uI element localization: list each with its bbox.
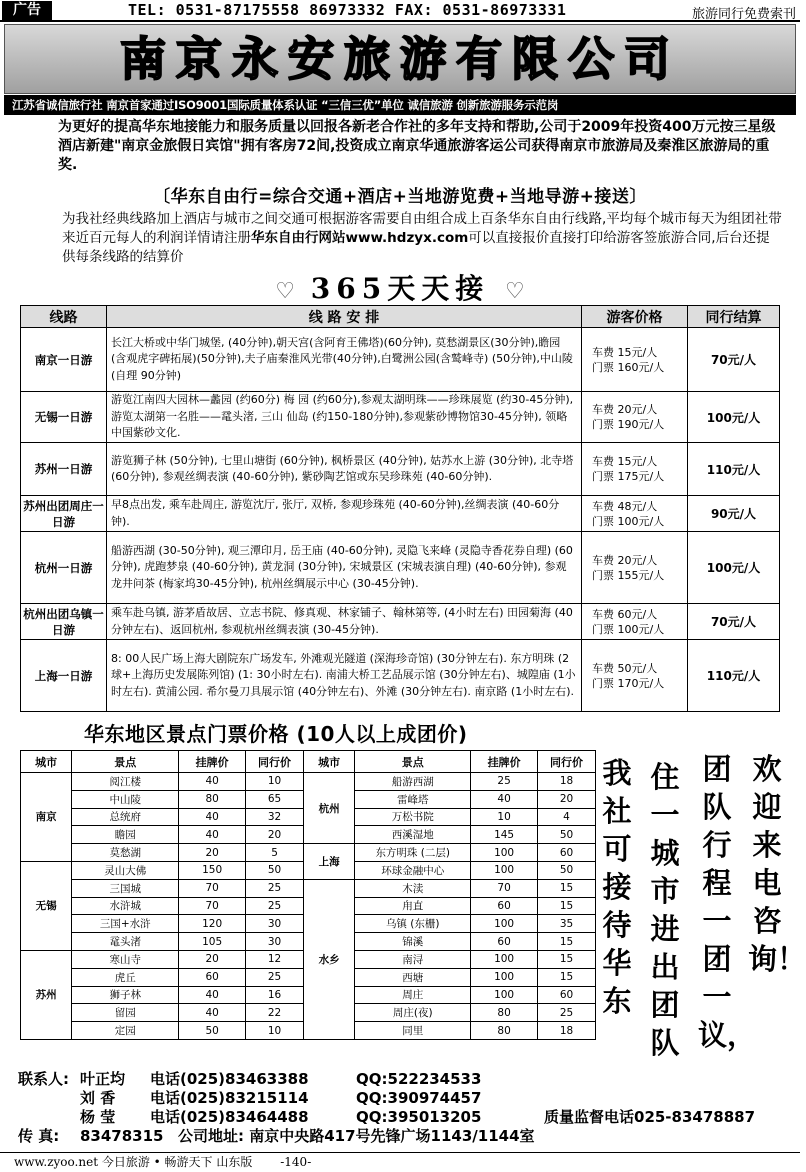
free-travel-site-link[interactable]: 华东自由行网站www.hdzyx.com bbox=[251, 230, 469, 246]
contact-phone: 电话(025)83215114 bbox=[150, 1089, 309, 1107]
tour-price-transport: 车费 15元/人 bbox=[592, 455, 658, 468]
ticket-header: 景点 bbox=[72, 751, 179, 773]
ticket-spot: 虎丘 bbox=[72, 968, 179, 986]
tour-price-transport: 车费 20元/人 bbox=[592, 553, 658, 567]
ticket-agency: 30 bbox=[246, 933, 304, 951]
ticket-row bbox=[21, 773, 596, 791]
ticket-listed: 70 bbox=[179, 897, 246, 915]
ticket-listed: 100 bbox=[471, 968, 538, 986]
ticket-header: 城市 bbox=[304, 751, 355, 773]
ticket-agency: 50 bbox=[538, 861, 596, 879]
bottom-site: www.zyoo.net bbox=[14, 1155, 99, 1169]
tour-price-ticket: 门票 190元/人 bbox=[592, 418, 665, 431]
ticket-city: 南京 bbox=[21, 773, 72, 862]
ticket-agency: 15 bbox=[538, 933, 596, 951]
ticket-agency: 20 bbox=[246, 826, 304, 844]
tour-price bbox=[582, 328, 688, 392]
tour-row bbox=[21, 604, 780, 640]
ticket-listed: 120 bbox=[179, 915, 246, 933]
ticket-agency: 22 bbox=[246, 1004, 304, 1022]
ticket-listed: 40 bbox=[179, 1004, 246, 1022]
contact-label: 联系人: bbox=[18, 1070, 69, 1088]
tour-plan: 游览江南四大园林—蠡园 (约60分) 梅 园 (约60分),参观太湖明珠——珍珠展览 (约30-45分钟), 游览太湖第一名胜——鼋头渚, 三山 仙岛 (约150-180分钟),参观紫砂博物馆30-45分钟), 领略中国紫砂文化. bbox=[107, 392, 582, 443]
ticket-spot: 同里 bbox=[355, 1022, 471, 1040]
ticket-spot: 水浒城 bbox=[72, 897, 179, 915]
tour-price-ticket: 门票 155元/人 bbox=[592, 568, 665, 582]
ticket-listed: 145 bbox=[471, 826, 538, 844]
ticket-city: 水乡 bbox=[304, 879, 355, 1039]
welcome-column: 欢迎来电咨询！ bbox=[748, 752, 806, 976]
welcome-column: 我社可接待华东 bbox=[602, 756, 632, 1018]
ticket-spot: 西溪湿地 bbox=[355, 826, 471, 844]
ticket-agency: 25 bbox=[246, 897, 304, 915]
heart-icon: ♡ bbox=[275, 278, 296, 304]
ticket-spot: 环球金融中心 bbox=[355, 861, 471, 879]
tour-price-transport: 车费 50元/人 bbox=[592, 661, 658, 675]
tour-row bbox=[21, 328, 780, 392]
ticket-row bbox=[21, 844, 596, 862]
ticket-agency: 16 bbox=[246, 986, 304, 1004]
tour-price bbox=[582, 443, 688, 496]
ticket-city: 无锡 bbox=[21, 861, 72, 950]
ticket-spot: 阅江楼 bbox=[72, 773, 179, 791]
ticket-spot: 寒山寺 bbox=[72, 950, 179, 968]
ticket-spot: 三国+水浒 bbox=[72, 915, 179, 933]
tour-price-transport: 车费 15元/人 bbox=[592, 345, 658, 359]
tour-name: 无锡一日游 bbox=[21, 392, 107, 443]
ticket-spot: 西塘 bbox=[355, 968, 471, 986]
ticket-agency: 10 bbox=[246, 773, 304, 791]
ticket-listed: 105 bbox=[179, 933, 246, 951]
ticket-listed: 70 bbox=[179, 879, 246, 897]
ticket-listed: 60 bbox=[179, 968, 246, 986]
ticket-listed: 70 bbox=[471, 879, 538, 897]
ticket-listed: 80 bbox=[179, 790, 246, 808]
header-contact: TEL: 0531-87175558 86973332 FAX: 0531-86973331 bbox=[128, 1, 567, 19]
tour-price-transport: 车费 48元/人 bbox=[592, 499, 658, 513]
ticket-prices-table bbox=[20, 750, 596, 1040]
tour-plan: 8: 00人民广场上海大剧院东广场发车, 外滩观光隧道 (深海珍奇馆) (30分钟左右). 东方明珠 (2球+上海历史发展陈列馆) (1: 30小时左右). 南浦大桥工艺品展示馆 (30分钟左右)、城隍庙 (1小时左右). 黄浦公园. 希尔曼刀具展示馆 (40分钟左右)、外滩 (30分钟左右). 南京路 (1小时左右). bbox=[107, 640, 582, 712]
ticket-agency: 25 bbox=[246, 968, 304, 986]
ticket-agency: 18 bbox=[538, 773, 596, 791]
ticket-agency: 65 bbox=[246, 790, 304, 808]
ticket-listed: 25 bbox=[471, 773, 538, 791]
tour-agency-price: 90元/人 bbox=[688, 496, 780, 532]
ticket-spot: 狮子林 bbox=[72, 986, 179, 1004]
contact-name: 杨 莹 bbox=[80, 1108, 116, 1126]
tour-price bbox=[582, 532, 688, 604]
ticket-agency: 50 bbox=[246, 861, 304, 879]
ticket-agency: 35 bbox=[538, 915, 596, 933]
fax-number: 83478315 bbox=[80, 1127, 164, 1145]
ticket-spot: 甪直 bbox=[355, 897, 471, 915]
free-travel-formula: 〔华东自由行=综合交通+酒店+当地游览费+当地导游+接送〕 bbox=[153, 187, 647, 207]
bottom-bar bbox=[0, 1152, 800, 1172]
tour-price bbox=[582, 392, 688, 443]
ticket-header: 景点 bbox=[355, 751, 471, 773]
ticket-listed: 150 bbox=[179, 861, 246, 879]
contact-row bbox=[18, 1089, 798, 1108]
ticket-spot: 中山陵 bbox=[72, 790, 179, 808]
tours-header: 线 路 安 排 bbox=[107, 306, 582, 328]
tours-header: 同行结算 bbox=[688, 306, 780, 328]
ticket-spot: 周庄 bbox=[355, 986, 471, 1004]
welcome-column: 住一城市进出团队 bbox=[650, 760, 680, 1060]
tour-plan: 长江大桥或中华门城堡, (40分钟),朝天宫(含阿育王佛塔)(60分钟), 莫愁湖景区(30分钟),瞻园 (含观虎字碑拓展)(50分钟),夫子庙秦淮风光带(40分钟),白鹭洲公园(含鹫峰寺) (50分钟),中山陵 (自理 90分钟) bbox=[107, 328, 582, 392]
tours-header: 游客价格 bbox=[582, 306, 688, 328]
tour-price-ticket: 门票 160元/人 bbox=[592, 360, 665, 374]
contact-row bbox=[18, 1108, 798, 1127]
bottom-tagline: 今日旅游 • 畅游天下 bbox=[101, 1155, 213, 1169]
contact-row bbox=[18, 1070, 798, 1089]
tour-agency-price: 70元/人 bbox=[688, 328, 780, 392]
footer-contacts bbox=[18, 1070, 798, 1146]
contact-name: 叶正均 bbox=[80, 1070, 126, 1088]
tour-row bbox=[21, 640, 780, 712]
ticket-spot: 鼋头渚 bbox=[72, 933, 179, 951]
tour-name: 南京一日游 bbox=[21, 328, 107, 392]
contact-name: 刘 香 bbox=[80, 1089, 116, 1107]
ticket-agency: 30 bbox=[246, 915, 304, 933]
tour-agency-price: 100元/人 bbox=[688, 532, 780, 604]
ticket-agency: 25 bbox=[538, 1004, 596, 1022]
ticket-agency: 60 bbox=[538, 986, 596, 1004]
ticket-city: 上海 bbox=[304, 844, 355, 880]
ticket-spot: 周庄(夜) bbox=[355, 1004, 471, 1022]
tour-price-transport: 车费 20元/人 bbox=[592, 403, 658, 416]
contact-qq: QQ:390974457 bbox=[356, 1089, 482, 1107]
fax-row bbox=[18, 1127, 798, 1146]
ticket-listed: 40 bbox=[471, 790, 538, 808]
ticket-agency: 15 bbox=[538, 897, 596, 915]
ticket-agency: 4 bbox=[538, 808, 596, 826]
ticket-city: 苏州 bbox=[21, 950, 72, 1039]
tour-row bbox=[21, 532, 780, 604]
tour-plan: 乘车赴乌镇, 游茅盾故居、立志书院、修真观、林家铺子、翰林第等, (4小时左右) 田园菊海 (40分钟左右)、返回杭州, 参观杭州丝绸表演 (30-45分钟). bbox=[107, 604, 582, 640]
tour-price bbox=[582, 496, 688, 532]
tour-row bbox=[21, 443, 780, 496]
ticket-spot: 雷峰塔 bbox=[355, 790, 471, 808]
ticket-listed: 60 bbox=[471, 897, 538, 915]
company-address: 公司地址: 南京中央路417号先锋广场1143/1144室 bbox=[178, 1127, 535, 1145]
contact-phone: 电话(025)83464488 bbox=[150, 1108, 309, 1126]
daily-tours-heading-text: 365天天接 bbox=[310, 272, 490, 305]
ticket-header: 同行价 bbox=[246, 751, 304, 773]
tour-price-transport: 车费 60元/人 bbox=[592, 607, 658, 621]
contact-phone: 电话(025)83463388 bbox=[150, 1070, 309, 1088]
tour-price-ticket: 门票 170元/人 bbox=[592, 676, 665, 690]
ticket-spot: 瞻园 bbox=[72, 826, 179, 844]
quality-phone: 质量监督电话025-83478887 bbox=[544, 1108, 756, 1126]
tour-price-ticket: 门票 100元/人 bbox=[592, 514, 665, 528]
ticket-header: 城市 bbox=[21, 751, 72, 773]
ticket-agency: 15 bbox=[538, 968, 596, 986]
ticket-agency: 20 bbox=[538, 790, 596, 808]
ticket-spot: 万松书院 bbox=[355, 808, 471, 826]
ticket-spot: 莫愁湖 bbox=[72, 844, 179, 862]
ticket-listed: 20 bbox=[179, 950, 246, 968]
ticket-spot: 总统府 bbox=[72, 808, 179, 826]
ticket-agency: 12 bbox=[246, 950, 304, 968]
ticket-agency: 60 bbox=[538, 844, 596, 862]
ticket-header: 挂牌价 bbox=[179, 751, 246, 773]
ticket-spot: 船游西湖 bbox=[355, 773, 471, 791]
tour-agency-price: 100元/人 bbox=[688, 392, 780, 443]
tour-plan: 船游西湖 (30-50分钟), 观三潭印月, 岳王庙 (40-60分钟), 灵隐飞来峰 (灵隐寺香花券自理) (60分钟), 虎跑梦泉 (40-60分钟), 黄龙洞 (30分钟), 宋城景区 (宋城表演自理) (40-60分钟), 参观龙井问茶 (梅家坞30-45分钟), 杭州丝绸展示中心 (30-45分钟). bbox=[107, 532, 582, 604]
tour-name: 杭州出团乌镇一日游 bbox=[21, 604, 107, 640]
ticket-header: 挂牌价 bbox=[471, 751, 538, 773]
ticket-agency: 25 bbox=[246, 879, 304, 897]
ticket-prices-heading: 华东地区景点门票价格 (10人以上成团价) bbox=[84, 722, 468, 746]
ticket-listed: 50 bbox=[179, 1022, 246, 1040]
free-travel-text bbox=[62, 210, 782, 267]
ticket-listed: 20 bbox=[179, 844, 246, 862]
tour-name: 杭州一日游 bbox=[21, 532, 107, 604]
free-travel-text-before: 为我社经典线路加上酒店与城市之间交通可根据游客需要自由组合成上百条华东自由行线路,平均每个城市每天为组团社带来近百元每人的利润详情请注册 bbox=[62, 211, 782, 246]
page-number: -140- bbox=[280, 1155, 312, 1169]
tour-name: 苏州一日游 bbox=[21, 443, 107, 496]
ticket-listed: 10 bbox=[471, 808, 538, 826]
intro-paragraph: 为更好的提高华东地接能力和服务质量以回报各新老合作社的多年支持和帮助,公司于2009年投资400万元按三星级酒店新建"南京金旅假日宾馆"拥有客房72间,投资成立南京华通旅游客运公司获得南京市旅游局及秦淮区旅游局的重奖. bbox=[58, 119, 776, 173]
tour-name: 苏州出团周庄一日游 bbox=[21, 496, 107, 532]
ticket-agency: 5 bbox=[246, 844, 304, 862]
ticket-agency: 10 bbox=[246, 1022, 304, 1040]
ticket-listed: 80 bbox=[471, 1004, 538, 1022]
ticket-spot: 留园 bbox=[72, 1004, 179, 1022]
ticket-agency: 15 bbox=[538, 950, 596, 968]
ticket-spot: 东方明珠 (二层) bbox=[355, 844, 471, 862]
ticket-listed: 100 bbox=[471, 861, 538, 879]
ticket-listed: 100 bbox=[471, 950, 538, 968]
daily-tours-heading bbox=[0, 271, 800, 309]
ticket-row bbox=[21, 879, 596, 897]
tour-price-ticket: 门票 175元/人 bbox=[592, 470, 665, 483]
fax-label: 传 真: bbox=[18, 1127, 60, 1145]
bottom-edition: 山东版 bbox=[216, 1155, 253, 1169]
ticket-header: 同行价 bbox=[538, 751, 596, 773]
ticket-listed: 100 bbox=[471, 986, 538, 1004]
ticket-listed: 40 bbox=[179, 808, 246, 826]
ticket-listed: 100 bbox=[471, 844, 538, 862]
ticket-spot: 木渎 bbox=[355, 879, 471, 897]
heart-icon: ♡ bbox=[504, 278, 525, 304]
contact-qq: QQ:522234533 bbox=[356, 1070, 482, 1088]
ticket-listed: 40 bbox=[179, 826, 246, 844]
ticket-spot: 南浔 bbox=[355, 950, 471, 968]
ticket-listed: 60 bbox=[471, 933, 538, 951]
company-name: 南京永安旅游有限公司 bbox=[120, 32, 680, 86]
tour-row bbox=[21, 392, 780, 443]
ticket-spot: 锦溪 bbox=[355, 933, 471, 951]
tour-row bbox=[21, 496, 780, 532]
tour-name: 上海一日游 bbox=[21, 640, 107, 712]
ticket-city: 杭州 bbox=[304, 773, 355, 844]
ticket-listed: 100 bbox=[471, 915, 538, 933]
tour-plan: 游览狮子林 (50分钟), 七里山塘街 (60分钟), 枫桥景区 (40分钟), 姑苏水上游 (30分钟), 北寺塔 (60分钟), 参观丝绸表演 (40-60分钟), 紫砂陶艺馆或东吴珍珠苑 (40-60分钟). bbox=[107, 443, 582, 496]
tour-agency-price: 110元/人 bbox=[688, 640, 780, 712]
ticket-agency: 50 bbox=[538, 826, 596, 844]
ticket-spot: 三国城 bbox=[72, 879, 179, 897]
ticket-spot: 灵山大佛 bbox=[72, 861, 179, 879]
contact-qq: QQ:395013205 bbox=[356, 1108, 482, 1126]
free-travel-text-after: 可以直接报价直接打印给游客签旅游合同,后台还提供每条线路的结算价 bbox=[62, 230, 770, 265]
tours-table bbox=[20, 305, 780, 712]
free-catalog-badge: 旅游同行免费索刊 bbox=[691, 7, 796, 22]
tours-header: 线路 bbox=[21, 306, 107, 328]
tour-agency-price: 110元/人 bbox=[688, 443, 780, 496]
ticket-agency: 18 bbox=[538, 1022, 596, 1040]
ticket-agency: 32 bbox=[246, 808, 304, 826]
tour-price-ticket: 门票 100元/人 bbox=[592, 622, 665, 636]
welcome-vertical-text bbox=[598, 750, 806, 1065]
ad-label: 广告 bbox=[2, 1, 52, 20]
welcome-column: 团队行程一团一议， bbox=[698, 752, 757, 1052]
tour-plan: 早8点出发, 乘车赴周庄, 游览沈厅, 张厅, 双桥, 参观珍珠苑 (40-60分钟),丝绸表演 (40-60分钟). bbox=[107, 496, 582, 532]
ticket-listed: 80 bbox=[471, 1022, 538, 1040]
ticket-spot: 乌镇 (东栅) bbox=[355, 915, 471, 933]
ticket-agency: 15 bbox=[538, 879, 596, 897]
tour-price bbox=[582, 604, 688, 640]
ticket-spot: 定园 bbox=[72, 1022, 179, 1040]
ticket-listed: 40 bbox=[179, 986, 246, 1004]
tour-price bbox=[582, 640, 688, 712]
tour-agency-price: 70元/人 bbox=[688, 604, 780, 640]
company-slogan: 江苏省诚信旅行社 南京首家通过ISO9001国际质量体系认证 “三信三优”单位 诚信旅游 创新旅游服务示范岗 bbox=[4, 95, 796, 115]
ticket-listed: 40 bbox=[179, 773, 246, 791]
